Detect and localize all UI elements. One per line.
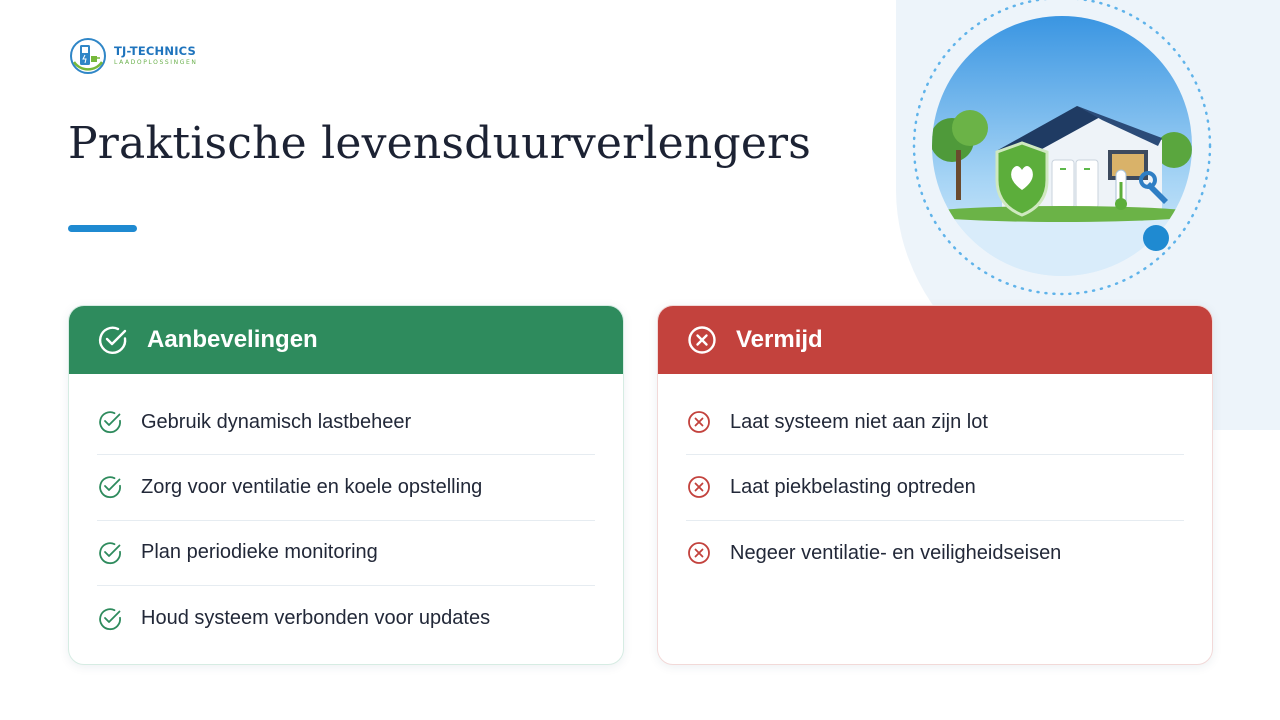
list-item-label: Gebruik dynamisch lastbeheer [141,410,412,433]
list-item [686,374,1184,455]
list-item [686,455,1184,521]
list-item [686,521,1184,587]
check-circle-icon [97,540,123,566]
house-battery-illustration [912,0,1212,298]
list-item-label: Plan periodieke monitoring [141,541,378,564]
check-circle-icon [97,474,123,500]
x-circle-icon [686,324,718,356]
recommendations-header [69,306,623,374]
x-circle-icon [686,474,712,500]
list-item [97,455,595,521]
list-item [97,521,595,587]
recommendations-list [69,374,623,652]
recommendations-title: Aanbevelingen [147,326,318,353]
list-item [97,374,595,455]
list-item-label: Zorg voor ventilatie en koele opstelling [141,475,483,498]
brand-name: TJ-TECHNICS [114,44,197,59]
page-title: Praktische levensduurverlengers [68,118,812,169]
charging-logo-icon [68,36,108,76]
avoid-card [657,305,1213,665]
list-item-label: Houd systeem verbonden voor updates [141,607,491,630]
check-circle-icon [97,409,123,435]
check-circle-icon [97,324,129,356]
recommendations-card [68,305,624,665]
list-item-label: Laat systeem niet aan zijn lot [730,410,988,433]
avoid-list [658,374,1212,586]
brand-tagline: LAADOPLOSSINGEN [114,58,198,66]
list-item [97,586,595,652]
x-circle-icon [686,409,712,435]
avoid-title: Vermijd [736,326,823,353]
avoid-header [658,306,1212,374]
list-item-label: Laat piekbelasting optreden [730,475,976,498]
list-item-label: Negeer ventilatie- en veiligheidseisen [730,541,1062,564]
title-accent-bar [68,225,137,232]
check-circle-icon [97,606,123,632]
x-circle-icon [686,540,712,566]
brand-logo [68,36,197,76]
